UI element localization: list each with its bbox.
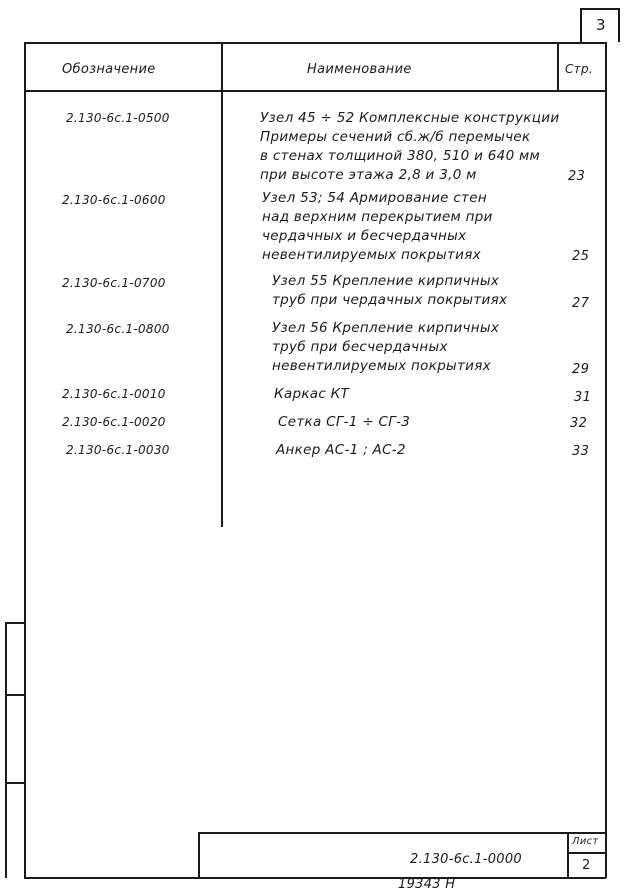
row-name-line: Анкер АС-1 ; АС-2	[276, 442, 406, 458]
title-block-sheet-divider	[567, 832, 569, 878]
frame-left	[24, 42, 26, 878]
row-name-line: невентилируемых покрытиях	[262, 247, 481, 263]
row-code: 2.130-6с.1-0030	[66, 443, 170, 457]
sheet-number-box-top	[580, 8, 619, 10]
footer-note: 19343 Н	[398, 877, 456, 892]
row-name	[278, 413, 410, 432]
row-name	[262, 189, 493, 265]
binding-margin-left	[5, 622, 7, 878]
row-name-line: Узел 53; 54 Армирование стен	[262, 190, 487, 206]
sheet-number-box-left	[580, 8, 582, 42]
row-code: 2.130-6с.1-0500	[66, 111, 170, 125]
row-name	[272, 272, 507, 310]
frame-right	[605, 42, 607, 878]
sheet-number-box-right	[618, 8, 620, 42]
row-name	[274, 385, 349, 404]
sheet-number: 3	[596, 16, 606, 34]
title-block-top	[198, 832, 606, 834]
row-name-line: Сетка СГ-1 ÷ СГ-3	[278, 414, 411, 430]
row-page: 31	[574, 390, 592, 405]
row-name-line: Узел 56 Крепление кирпичных	[272, 320, 500, 336]
row-name	[272, 319, 499, 376]
row-name-line: Узел 45 ÷ 52 Комплексные конструкции	[260, 110, 560, 126]
column-separator-2	[557, 42, 559, 91]
row-name	[260, 109, 559, 185]
row-page: 29	[572, 362, 590, 377]
row-name-line: в стенах толщиной 380, 510 и 640 мм	[260, 148, 541, 164]
row-name-line: труб при бесчердачных	[272, 339, 448, 355]
row-page: 33	[572, 444, 590, 459]
row-page: 32	[570, 416, 588, 431]
row-name-line: Узел 55 Крепление кирпичных	[272, 273, 500, 289]
header-page: Стр.	[565, 62, 594, 76]
row-code: 2.130-6с.1-0800	[66, 322, 170, 336]
row-name-line: труб при чердачных покрытиях	[272, 292, 508, 308]
column-separator-1	[221, 42, 223, 527]
frame-bottom	[24, 877, 606, 879]
row-name-line: чердачных и бесчердачных	[262, 228, 467, 244]
binding-margin-top	[5, 622, 25, 624]
header-designation: Обозначение	[62, 62, 156, 77]
row-name-line: Каркас КТ	[274, 386, 350, 402]
row-page: 23	[568, 169, 586, 184]
row-name-line: над верхним перекрытием при	[262, 209, 493, 225]
header-separator	[24, 90, 606, 92]
row-code: 2.130-6с.1-0600	[62, 193, 166, 207]
binding-margin-div-1	[5, 694, 25, 696]
row-name-line: невентилируемых покрытиях	[272, 358, 491, 374]
row-name-line: Примеры сечений сб.ж/б перемычек	[260, 129, 531, 145]
binding-margin-div-2	[5, 782, 25, 784]
row-code: 2.130-6с.1-0010	[62, 387, 166, 401]
row-name-line: при высоте этажа 2,8 и 3,0 м	[260, 167, 477, 183]
title-block-document-code: 2.130-6с.1-0000	[410, 852, 523, 867]
row-page: 25	[572, 249, 590, 264]
header-name: Наименование	[307, 62, 412, 77]
title-block-sheet-value: 2	[582, 858, 591, 873]
row-page: 27	[572, 296, 590, 311]
row-name	[276, 441, 406, 460]
frame-top	[24, 42, 606, 44]
title-block-left	[198, 832, 200, 878]
title-block-sheet-label: Лист	[572, 836, 599, 847]
row-code: 2.130-6с.1-0020	[62, 415, 166, 429]
title-block-sheet-label-line	[567, 852, 606, 854]
row-code: 2.130-6с.1-0700	[62, 276, 166, 290]
